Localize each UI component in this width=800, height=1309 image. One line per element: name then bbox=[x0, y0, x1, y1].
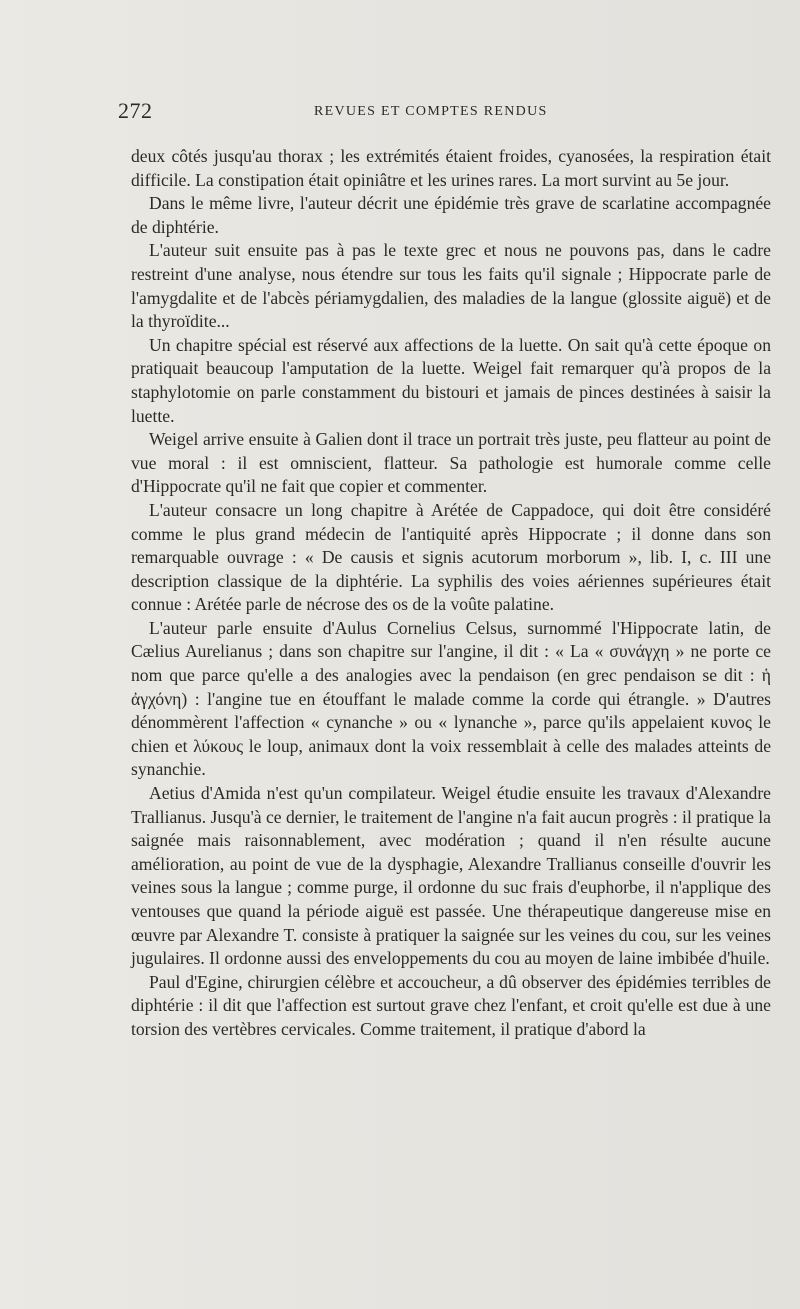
page-header bbox=[118, 98, 730, 128]
paragraph: L'auteur consacre un long chapitre à Arétée de Cappadoce, qui doit être considéré comme le plus grand médecin de l'antiquité après Hippocrate ; il donne dans son remarquable ouvrage : « De causis et signis acutorum morborum », lib. I, c. III une description classique de la diphtérie. La syphilis des voies aériennes supérieures était connue : Arétée parle de nécrose des os de la voûte palatine. bbox=[131, 499, 771, 615]
paragraph: Dans le même livre, l'auteur décrit une épidémie très grave de scarlatine accompagnée de diphtérie. bbox=[131, 193, 771, 237]
running-head: REVUES ET COMPTES RENDUS bbox=[314, 104, 548, 119]
body-text bbox=[131, 145, 771, 1042]
paragraph: Paul d'Egine, chirurgien célèbre et accoucheur, a dû observer des épidémies terribles de diphtérie : il dit que l'affection est surtout grave chez l'enfant, et croit qu'elle est due à une torsion des vertèbres cervicales. Comme traitement, il pratique d'abord la bbox=[131, 971, 771, 1039]
paragraph: Aetius d'Amida n'est qu'un compilateur. Weigel étudie ensuite les travaux d'Alexandre Trallianus. Jusqu'à ce dernier, le traitement de l'angine n'a fait aucun progrès : il pratique la saignée mais raisonnablement, avec modération ; quand il n'en résulte aucune amélioration, au point de vue de la dysphagie, Alexandre Trallianus conseille d'ouvrir les veines sous la langue ; comme purge, il ordonne du suc frais d'euphorbe, il n'applique des ventouses que quand la période aiguë est passée. Une thérapeutique dangereuse mise en œuvre par Alexandre T. consiste à pratiquer la saignée sur les veines du cou, sur les veines jugulaires. Il ordonne aussi des enveloppements du cou au moyen de laine imbibée d'huile. bbox=[131, 783, 771, 969]
paragraph: L'auteur suit ensuite pas à pas le texte grec et nous ne pouvons pas, dans le cadre restreint d'une analyse, nous étendre sur tous les faits qu'il signale ; Hippocrate parle de l'amygdalite et de l'abcès périamygdalien, des maladies de la langue (glossite aiguë) et de la thyroïdite... bbox=[131, 240, 771, 332]
paragraph: Weigel arrive ensuite à Galien dont il trace un portrait très juste, peu flatteur au point de vue moral : il est omniscient, flatteur. Sa pathologie est humorale comme celle d'Hippocrate qu'il ne fait que copier et commenter. bbox=[131, 429, 771, 497]
paragraph: L'auteur parle ensuite d'Aulus Cornelius Celsus, surnommé l'Hippocrate latin, de Cælius Aurelianus ; dans son chapitre sur l'angine, il dit : « La « συνάγχη » ne porte ce nom que parce qu'elle a des analogies avec la pendaison (en grec pendaison se dit : ἡ ἀγχόνη) : l'angine tue en étouffant le malade comme la corde qui étrangle. » D'autres dénommèrent l'affection « cynanche » ou « lynanche », parce qu'ils appelaient κυνος le chien et λύκους le loup, animaux dont la voix ressemblait à celle des malades atteints de synanchie. bbox=[131, 617, 771, 780]
page-number: 272 bbox=[118, 98, 153, 123]
paragraph-continuation: deux côtés jusqu'au thorax ; les extrémités étaient froides, cyanosées, la respiration était difficile. La constipation était opiniâtre et les urines rares. La mort survint au 5e jour. bbox=[131, 146, 771, 190]
paragraph: Un chapitre spécial est réservé aux affections de la luette. On sait qu'à cette époque on pratiquait beaucoup l'amputation de la luette. Weigel fait remarquer qu'à propos de la staphylotomie on parle constamment du bistouri et jamais de pinces destinées à saisir la luette. bbox=[131, 334, 771, 426]
